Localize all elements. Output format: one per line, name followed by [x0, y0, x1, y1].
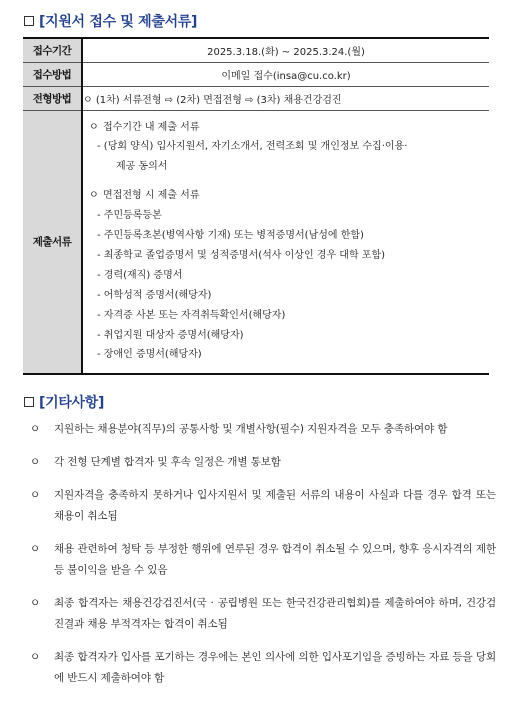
- bullet: ㅇ: [30, 543, 41, 555]
- list-item: [30, 419, 496, 440]
- table-row-process: [23, 86, 489, 110]
- section-title-other: [24, 392, 104, 412]
- bullet: ㅇ: [89, 190, 99, 202]
- notes-list: [30, 419, 496, 701]
- docs-group1-title: ㅇ 접수기간 내 제출 서류: [89, 118, 489, 138]
- label-process: 전형방법: [23, 86, 82, 110]
- label-period: 접수기간: [23, 38, 82, 62]
- docs-group1-item: - (당회 양식) 입사지원서, 자기소개서, 전력조회 및 개인정보 수집·이용·: [97, 141, 408, 153]
- section-title-text: [지원서 접수 및 제출서류]: [39, 14, 198, 30]
- bullet: ㅇ: [30, 423, 41, 435]
- table-row-method: [23, 62, 489, 86]
- note-text: 지원자격을 충족하지 못하거나 입사지원서 및 제출된 서류의 내용이 사실과 다를 경우 합격 또는 채용이 취소됨: [54, 489, 496, 522]
- bullet: ㅇ: [89, 121, 99, 133]
- bullet: ㅇ: [30, 456, 41, 468]
- table-row-documents: [23, 110, 489, 374]
- application-info-table: [23, 37, 489, 375]
- label-documents: 제출서류: [23, 110, 82, 374]
- list-item: - 어학성적 증명서(해당자): [97, 289, 212, 301]
- bullet: ㅇ: [30, 489, 41, 501]
- list-item: - 경력(재직) 증명서: [97, 269, 183, 281]
- list-item: - 최종학교 졸업증명서 및 성적증명서(석사 이상인 경우 대학 포함): [97, 249, 386, 261]
- list-item: [30, 593, 496, 635]
- list-item: [30, 452, 496, 473]
- list-item: - 자격증 사본 또는 자격취득확인서(해당자): [97, 309, 286, 321]
- list-item: - 취업지원 대상자 증명서(해당자): [97, 329, 244, 341]
- docs-group1-item-cont: 제공 동의서: [116, 161, 168, 173]
- section-title-application: [24, 11, 197, 31]
- bullet: ㅇ: [30, 597, 41, 609]
- table-row-period: [23, 38, 489, 62]
- bullet: ㅇ: [30, 651, 41, 663]
- label-method: 접수방법: [23, 62, 82, 86]
- list-item: - 주민등록등본: [97, 210, 162, 222]
- note-text: 지원하는 채용분야(직무)의 공통사항 및 개별사항(필수) 지원자격을 모두 충족하여야 함: [54, 423, 448, 435]
- note-text: 채용 관련하여 청탁 등 부정한 행위에 연루된 경우 합격이 취소될 수 있으며, 향후 응시자격의 제한 등 불이익을 받을 수 있음: [54, 543, 496, 576]
- list-item: [30, 539, 496, 581]
- section-title-text: [기타사항]: [39, 395, 105, 411]
- checkbox-square-icon: [24, 16, 34, 26]
- value-period: 2025.3.18.(화) ~ 2025.3.24.(월): [82, 38, 489, 62]
- checkbox-square-icon: [24, 397, 34, 407]
- value-documents: [82, 110, 489, 374]
- list-item: - 장애인 증명서(해당자): [97, 349, 202, 361]
- value-process: ㅇ (1차) 서류전형 ⇨ (2차) 면접전형 ⇨ (3차) 채용건강검진: [82, 86, 489, 110]
- docs-group2-title: ㅇ 면접전형 시 제출 서류: [89, 186, 489, 206]
- note-text: 각 전형 단계별 합격자 및 후속 일정은 개별 통보함: [54, 456, 281, 468]
- list-item: [30, 485, 496, 527]
- value-method: 이메일 접수(insa@cu.co.kr): [82, 62, 489, 86]
- note-text: 최종 합격자가 입사를 포기하는 경우에는 본인 의사에 의한 입사포기임을 증빙하는 자료 등을 당회에 반드시 제출하여야 함: [54, 651, 496, 684]
- list-item: - 주민등록초본(병역사항 기재) 또는 병적증명서(남성에 한함): [97, 230, 364, 242]
- list-item: [30, 647, 496, 689]
- note-text: 최종 합격자는 채용건강검진서(국 · 공립병원 또는 한국건강관리협회)를 제출하여야 하며, 건강검진결과 채용 부적격자는 합격이 취소됨: [54, 597, 496, 630]
